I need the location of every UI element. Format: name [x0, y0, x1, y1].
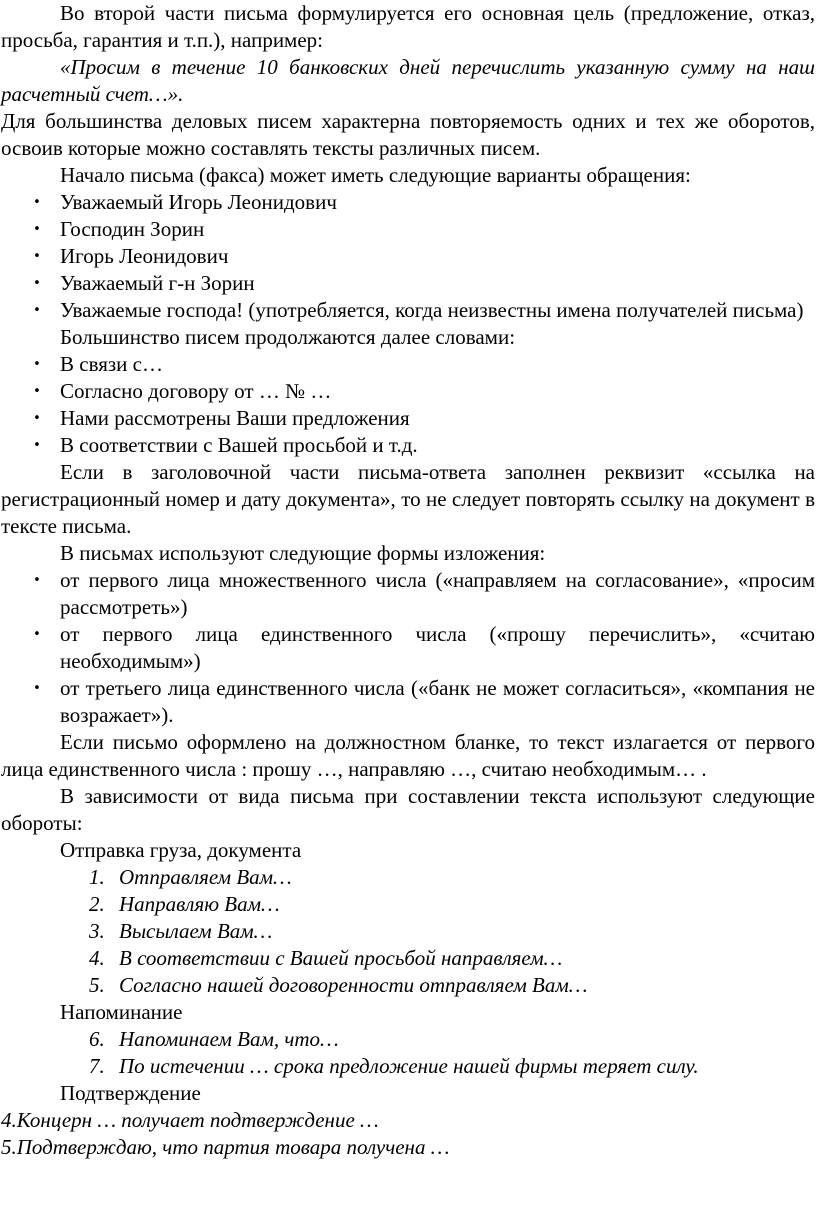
bullet-icon: •: [33, 627, 41, 642]
paragraph-phrases-intro: В зависимости от вида письма при составлении текста используют следующие обороты:: [1, 784, 815, 835]
list-item-text: от первого лица единственного числа («прошу перечислить», «считаю необходимым»): [60, 622, 815, 673]
forms-list: [1, 567, 815, 729]
list-item-text: Согласно договору от … № …: [60, 379, 332, 403]
greetings-list: [1, 189, 815, 324]
list-item-number: 3.: [89, 919, 105, 943]
list-item-text: Направляю Вам…: [119, 892, 280, 916]
list-item: [1, 1026, 815, 1053]
list-item-text: Согласно нашей договоренности отправляем Вам…: [119, 973, 588, 997]
paragraph-forms-intro: В письмах используют следующие формы изложения:: [60, 541, 546, 565]
list-item-number: 6.: [89, 1027, 105, 1051]
paragraph-official-letterhead: Если письмо оформлено на должностном бланке, то текст излагается от первого лица единственного числа : прошу …, направляю …, считаю необходимым… .: [1, 730, 815, 781]
bullet-icon: •: [33, 411, 41, 426]
list-item: [1, 918, 815, 945]
continuations-list: [1, 351, 815, 459]
section-heading-reminder: Напоминание: [60, 1000, 183, 1024]
list-item-text: Нами рассмотрены Ваши предложения: [60, 406, 410, 430]
list-item-text: от первого лица множественного числа («направляем на согласование», «просим рассмотреть»): [60, 568, 815, 619]
list-item: [1, 891, 815, 918]
bullet-icon: •: [33, 222, 41, 237]
reminder-phrases-list: [1, 1026, 815, 1080]
list-item: [1, 972, 815, 999]
list-item: [1, 297, 815, 324]
list-item: [1, 432, 815, 459]
list-item-text: Отправляем Вам…: [119, 865, 292, 889]
paragraph-repeatability: Для большинства деловых писем характерна повторяемость одних и тех же оборотов, освоив которые можно составлять тексты различных писем.: [1, 109, 815, 160]
paragraph-greetings-intro: Начало письма (факса) может иметь следующие варианты обращения:: [60, 163, 691, 187]
list-item: [1, 270, 815, 297]
bullet-icon: •: [33, 195, 41, 210]
bullet-icon: •: [33, 438, 41, 453]
bullet-icon: •: [33, 276, 41, 291]
bullet-icon: •: [33, 303, 41, 318]
shipping-phrases-list: [1, 864, 815, 999]
list-item-number: 1.: [89, 865, 105, 889]
list-item: [1, 675, 815, 729]
list-item: [1, 945, 815, 972]
list-item-text: В соответствии с Вашей просьбой направляем…: [119, 946, 563, 970]
paragraph-main-goal: Во второй части письма формулируется его основная цель (предложение, отказ, просьба, гарантия и т.п.), например:: [1, 1, 815, 52]
list-item-text: Игорь Леонидович: [60, 244, 229, 268]
list-item: [1, 405, 815, 432]
bullet-icon: •: [33, 357, 41, 372]
list-item: [1, 1053, 815, 1080]
list-item: [1, 351, 815, 378]
list-item: [1, 864, 815, 891]
list-item: [1, 621, 815, 675]
list-item-number: 2.: [89, 892, 105, 916]
paragraph-reference-requisite: Если в заголовочной части письма-ответа заполнен реквизит «ссылка на регистрационный номер и дату документа», то не следует повторять ссылку на документ в тексте письма.: [1, 460, 815, 538]
section-heading-confirmation: Подтверждение: [60, 1081, 201, 1105]
list-item: [1, 567, 815, 621]
list-item-text: Уважаемые господа! (употребляется, когда неизвестны имена получателей письма): [60, 298, 804, 322]
list-item-text: от третьего лица единственного числа («банк не может согласиться», «компания не возражает»).: [60, 676, 815, 727]
confirmation-phrases: [1, 1107, 815, 1161]
bullet-icon: •: [33, 573, 41, 588]
bullet-icon: •: [33, 249, 41, 264]
section-heading-shipping: Отправка груза, документа: [60, 838, 302, 862]
confirmation-line: 5.Подтверждаю, что партия товара получена …: [1, 1135, 450, 1159]
list-item-text: Уважаемый г-н Зорин: [60, 271, 255, 295]
list-item: [1, 243, 815, 270]
list-item: [1, 378, 815, 405]
list-item-text: Напоминаем Вам, что…: [119, 1027, 339, 1051]
confirmation-line: 4.Концерн … получает подтверждение …: [1, 1108, 379, 1132]
list-item: [1, 189, 815, 216]
list-item-text: Уважаемый Игорь Леонидович: [60, 190, 337, 214]
list-item-text: В связи с…: [60, 352, 163, 376]
list-item-number: 7.: [89, 1054, 105, 1078]
list-item-text: Господин Зорин: [60, 217, 205, 241]
bullet-icon: •: [33, 681, 41, 696]
example-quote: «Просим в течение 10 банковских дней перечислить указанную сумму на наш расчетный счет…».: [1, 55, 815, 106]
list-item: [1, 216, 815, 243]
list-item-text: В соответствии с Вашей просьбой и т.д.: [60, 433, 418, 457]
list-item-text: Высылаем Вам…: [119, 919, 273, 943]
list-item-number: 4.: [89, 946, 105, 970]
list-item-text: По истечении … срока предложение нашей фирмы теряет силу.: [119, 1054, 699, 1078]
list-item-number: 5.: [89, 973, 105, 997]
paragraph-continuations-intro: Большинство писем продолжаются далее словами:: [60, 325, 516, 349]
bullet-icon: •: [33, 384, 41, 399]
